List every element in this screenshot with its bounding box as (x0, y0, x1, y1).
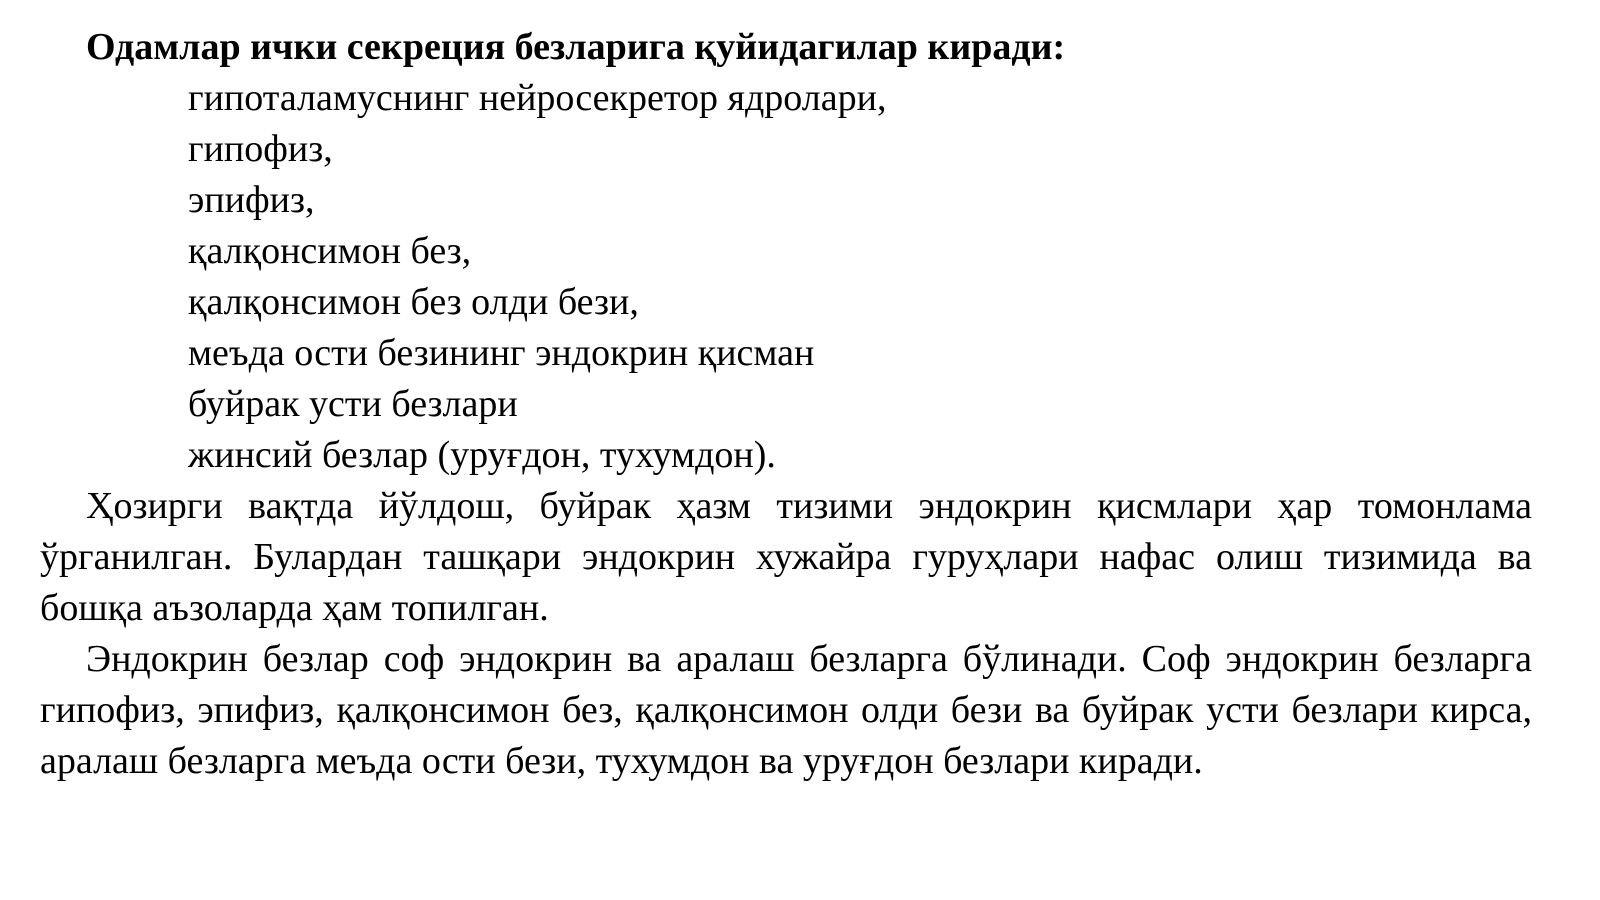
list-item: буйрак усти безлари (188, 383, 518, 425)
list-item: гипоталамуснинг нейросекретор ядролари, (188, 77, 887, 119)
gland-list (40, 73, 1532, 481)
list-item: меъда ости безининг эндокрин қисман (188, 332, 815, 374)
paragraph-research: Ҳозирги вақтда йўлдош, буйрак ҳазм тизими эндокрин қисмлари ҳар томонлама ўрганилган. Булардан ташқари эндокрин хужайра гуруҳлари нафас олиш тизимида ва бошқа аъзоларда ҳам топилган. (40, 485, 1532, 629)
list-item: эпифиз, (188, 179, 315, 221)
list-item: гипофиз, (188, 128, 333, 170)
list-item: қалқонсимон без олди бези, (188, 281, 639, 323)
document-page (40, 22, 1532, 787)
section-heading: Одамлар ички секреция безларига қуйидагилар киради: (86, 26, 1066, 68)
paragraph-classification: Эндокрин безлар соф эндокрин ва аралаш безларга бўлинади. Соф эндокрин безларга гипофиз, эпифиз, қалқонсимон без, қалқонсимон олди бези ва буйрак усти безлари кирса, аралаш безларга меъда ости бези, тухумдон ва уруғдон безлари киради. (40, 638, 1532, 782)
list-item: қалқонсимон без, (188, 230, 472, 272)
list-item: жинсий безлар (уруғдон, тухумдон). (188, 434, 776, 476)
